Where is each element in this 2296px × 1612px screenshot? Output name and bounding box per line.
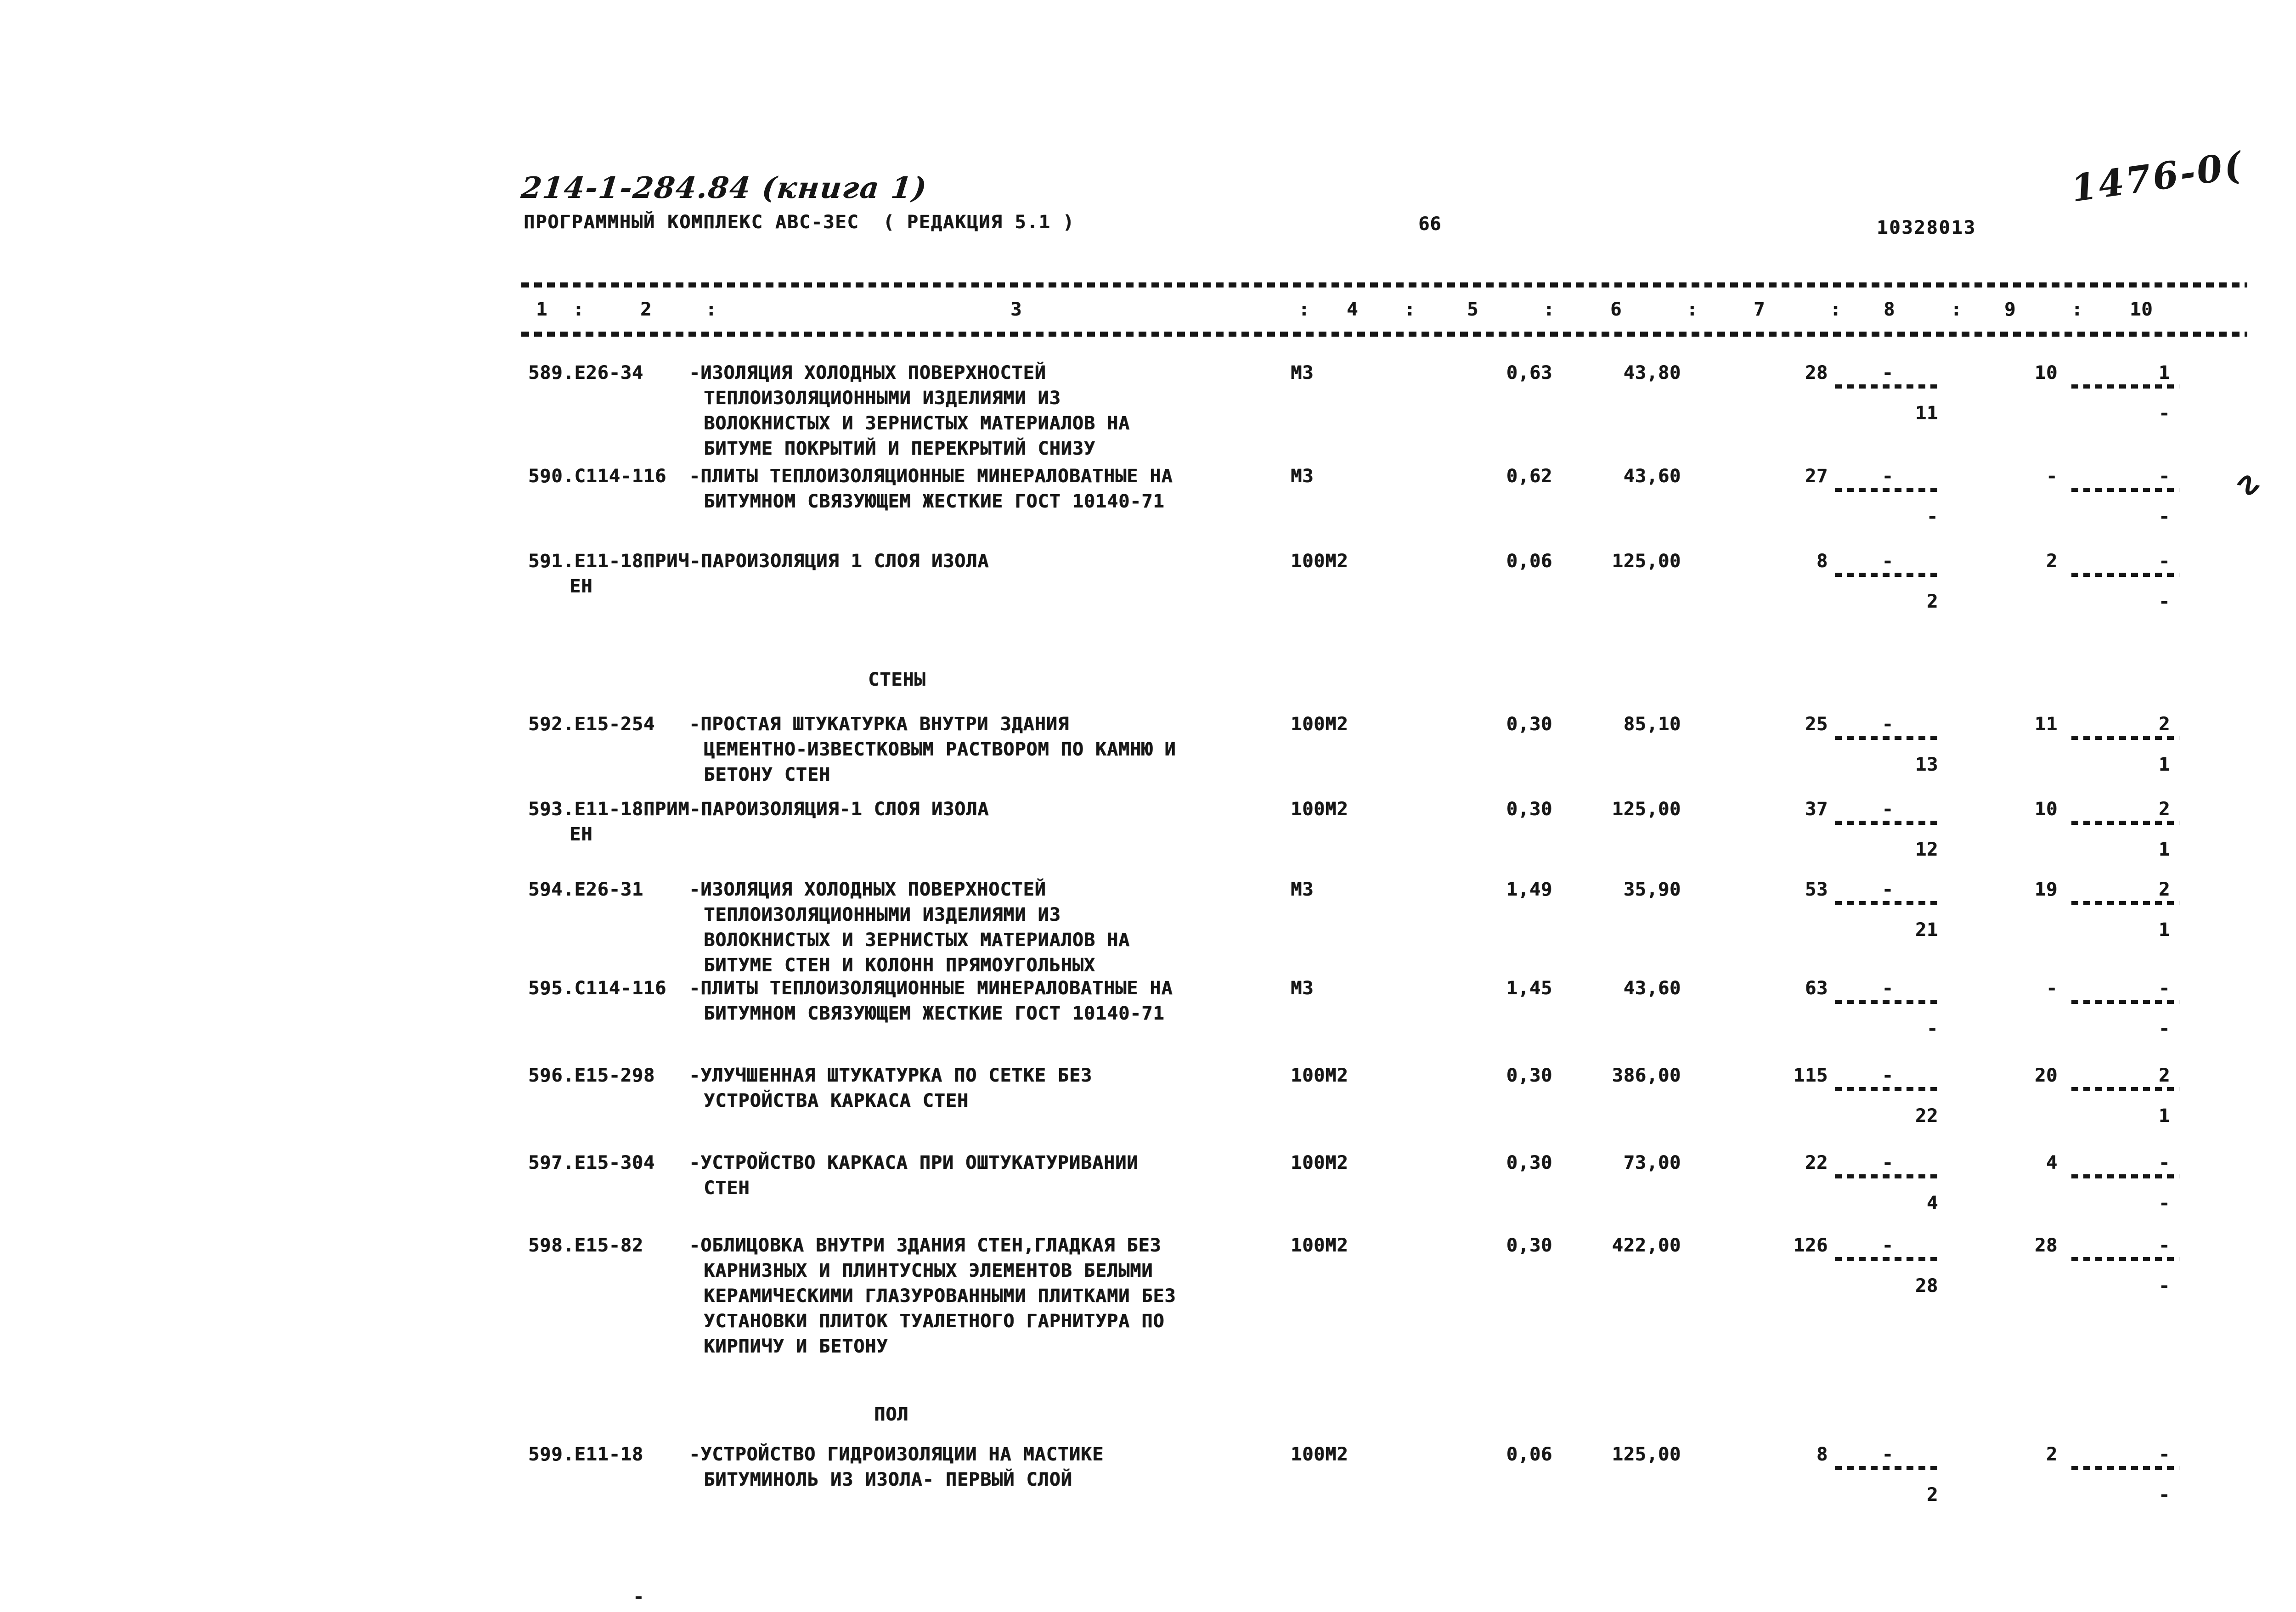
col10-dash-rule (2071, 384, 2179, 389)
col10-sub-marker: - (2158, 591, 2170, 612)
col10-marker: - (2158, 978, 2170, 999)
row-description-line: БИТУМНОМ СВЯЗУЮЩЕМ ЖЕСТКИЕ ГОСТ 10140-71 (704, 491, 1165, 512)
col8-dash-rule (1835, 736, 1941, 740)
row-code: 589.Е26-34 (528, 362, 643, 383)
row-unit: М3 (1291, 466, 1314, 487)
row-norm-code: ЕН (570, 824, 593, 845)
col10-sub-marker: - (2158, 403, 2170, 424)
col8-marker: - (1882, 714, 1894, 735)
col10-sub-value: 1 (2158, 1105, 2170, 1127)
col10-sub-value: 1 (2158, 754, 2170, 775)
col9-value: 20 (2034, 1065, 2058, 1086)
row-code: 595.С114-116 (528, 978, 666, 999)
row-quantity: 1,45 (1506, 978, 1552, 999)
col10-dash-rule (2071, 1000, 2179, 1004)
col8-marker: - (1882, 1065, 1894, 1086)
row-description-line: ТЕПЛОИЗОЛЯЦИОННЫМИ ИЗДЕЛИЯМИ ИЗ (704, 388, 1061, 409)
row-code-and-description: 591.Е11-18ПРИЧ-ПАРОИЗОЛЯЦИЯ 1 СЛОЯ ИЗОЛА (528, 551, 989, 572)
col9-value: 10 (2034, 799, 2058, 820)
row-description-line: -ПЛИТЫ ТЕПЛОИЗОЛЯЦИОННЫЕ МИНЕРАЛОВАТНЫЕ НА (689, 466, 1173, 487)
col7-value: 8 (1816, 551, 1828, 572)
row-description-line: БИТУМЕ СТЕН И КОЛОНН ПРЯМОУГОЛЬНЫХ (704, 955, 1095, 976)
table-header-bottom-rule (521, 332, 2247, 337)
col7-value: 22 (1805, 1152, 1828, 1173)
row-code: 596.Е15-298 (528, 1065, 655, 1086)
col10-sub-value: 1 (2158, 839, 2170, 860)
row-description-line: -ОБЛИЦОВКА ВНУТРИ ЗДАНИЯ СТЕН,ГЛАДКАЯ БЕЗ (689, 1235, 1162, 1256)
row-description-line: КЕРАМИЧЕСКИМИ ГЛАЗУРОВАННЫМИ ПЛИТКАМИ БЕЗ (704, 1285, 1176, 1307)
row-unit: 100М2 (1291, 1235, 1348, 1256)
row-price: 422,00 (1612, 1235, 1681, 1256)
row-price: 43,80 (1623, 362, 1681, 383)
col8-sub-marker: - (1926, 506, 1938, 527)
handwritten-squiggle-mark: ∿ (2228, 461, 2264, 506)
row-description-line: -УЛУЧШЕННАЯ ШТУКАТУРКА ПО СЕТКЕ БЕЗ (689, 1065, 1092, 1086)
section-header: СТЕНЫ (868, 669, 926, 690)
col9-value: 11 (2034, 714, 2058, 735)
row-price: 125,00 (1612, 1444, 1681, 1465)
row-quantity: 0,62 (1506, 466, 1552, 487)
col10-dash-rule (2071, 736, 2179, 740)
row-description-line: -ПЛИТЫ ТЕПЛОИЗОЛЯЦИОННЫЕ МИНЕРАЛОВАТНЫЕ НА (689, 978, 1173, 999)
row-description-line: БИТУМЕ ПОКРЫТИЙ И ПЕРЕКРЫТИЙ СНИЗУ (704, 438, 1095, 459)
row-description-line: -ИЗОЛЯЦИЯ ХОЛОДНЫХ ПОВЕРХНОСТЕЙ (689, 362, 1046, 383)
row-unit: М3 (1291, 879, 1314, 900)
column-header-6: 6 (1610, 299, 1622, 320)
row-description-line: БИТУМНОМ СВЯЗУЮЩЕМ ЖЕСТКИЕ ГОСТ 10140-71 (704, 1003, 1165, 1024)
row-description-line: ЦЕМЕНТНО-ИЗВЕСТКОВЫМ РАСТВОРОМ ПО КАМНЮ И (704, 739, 1176, 760)
column-header-4: 4 (1347, 299, 1359, 320)
col7-value: 25 (1805, 714, 1828, 735)
column-header-7: 7 (1754, 299, 1766, 320)
col7-value: 63 (1805, 978, 1828, 999)
col8-dash-rule (1835, 901, 1941, 905)
col9-value: 10 (2034, 362, 2058, 383)
row-unit: 100М2 (1291, 799, 1348, 820)
col8-dash-rule (1835, 1257, 1941, 1261)
col7-value: 115 (1793, 1065, 1828, 1086)
col10-value: 2 (2158, 799, 2170, 820)
row-price: 125,00 (1612, 799, 1681, 820)
row-code: 590.С114-116 (528, 466, 666, 487)
handwritten-doc-number: 214-1-284.84 (книга 1) (519, 171, 929, 205)
row-price: 43,60 (1623, 466, 1681, 487)
row-quantity: 0,06 (1506, 1444, 1552, 1465)
column-header-10: 10 (2130, 299, 2153, 320)
row-quantity: 1,49 (1506, 879, 1552, 900)
table-top-rule (521, 282, 2247, 287)
col8-dash-rule (1835, 821, 1941, 825)
row-price: 85,10 (1623, 714, 1681, 735)
col7-value: 8 (1816, 1444, 1828, 1465)
column-header-separator: : (1830, 299, 1842, 320)
row-code: 597.Е15-304 (528, 1152, 655, 1173)
col10-value: 2 (2158, 714, 2170, 735)
row-description-line: ТЕПЛОИЗОЛЯЦИОННЫМИ ИЗДЕЛИЯМИ ИЗ (704, 904, 1061, 925)
column-header-1: 1 (536, 299, 548, 320)
row-description-line: КИРПИЧУ И БЕТОНУ (704, 1336, 888, 1357)
column-header-5: 5 (1467, 299, 1479, 320)
col8-marker: - (1882, 362, 1894, 383)
col7-value: 126 (1793, 1235, 1828, 1256)
col9-value: 28 (2034, 1235, 2058, 1256)
column-header-separator: : (1543, 299, 1555, 320)
col8-dash-rule (1835, 384, 1941, 389)
col10-sub-marker: - (2158, 1018, 2170, 1039)
col8-marker: - (1882, 799, 1894, 820)
column-header-separator: : (1951, 299, 1963, 320)
column-header-separator: : (573, 299, 585, 320)
col10-marker: - (2158, 1235, 2170, 1256)
col7-value: 27 (1805, 466, 1828, 487)
col9-marker: - (2046, 978, 2058, 999)
col9-marker: - (2046, 466, 2058, 487)
col8-sub-marker: - (1926, 1018, 1938, 1039)
col8-sub-value: 13 (1915, 754, 1938, 775)
col10-sub-marker: - (2158, 1275, 2170, 1296)
row-description-line: БИТУМИНОЛЬ ИЗ ИЗОЛА- ПЕРВЫЙ СЛОЙ (704, 1469, 1072, 1490)
col10-value: 2 (2158, 1065, 2170, 1086)
row-description-line: КАРНИЗНЫХ И ПЛИНТУСНЫХ ЭЛЕМЕНТОВ БЕЛЫМИ (704, 1260, 1153, 1281)
row-description-line: БЕТОНУ СТЕН (704, 764, 830, 785)
col10-dash-rule (2071, 821, 2179, 825)
document-code: 10328013 (1877, 217, 1976, 238)
col8-marker: - (1882, 1152, 1894, 1173)
col8-dash-rule (1835, 1174, 1941, 1178)
column-header-2: 2 (640, 299, 652, 320)
row-code: 592.Е15-254 (528, 714, 655, 735)
row-price: 125,00 (1612, 551, 1681, 572)
row-code: 598.Е15-82 (528, 1235, 643, 1256)
col8-sub-value: 11 (1915, 403, 1938, 424)
col8-dash-rule (1835, 573, 1941, 577)
row-price: 386,00 (1612, 1065, 1681, 1086)
row-quantity: 0,30 (1506, 714, 1552, 735)
col10-marker: - (2158, 551, 2170, 572)
col8-sub-value: 12 (1915, 839, 1938, 860)
col8-sub-value: 28 (1915, 1275, 1938, 1296)
col10-marker: - (2158, 1152, 2170, 1173)
column-header-9: 9 (2004, 299, 2016, 320)
col10-marker: - (2158, 1444, 2170, 1465)
row-unit: 100М2 (1291, 1065, 1348, 1086)
col10-dash-rule (2071, 1257, 2179, 1261)
col10-sub-value: 1 (2158, 919, 2170, 941)
column-header-separator: : (2071, 299, 2083, 320)
row-code: 599.Е11-18 (528, 1444, 643, 1465)
column-header-separator: : (1298, 299, 1310, 320)
row-unit: 100М2 (1291, 1152, 1348, 1173)
col10-dash-rule (2071, 573, 2179, 577)
col10-dash-rule (2071, 1174, 2179, 1178)
row-quantity: 0,63 (1506, 362, 1552, 383)
col10-value: 2 (2158, 879, 2170, 900)
column-header-8: 8 (1884, 299, 1895, 320)
row-price: 35,90 (1623, 879, 1681, 900)
row-quantity: 0,30 (1506, 1065, 1552, 1086)
row-description-line: -ПРОСТАЯ ШТУКАТУРКА ВНУТРИ ЗДАНИЯ (689, 714, 1069, 735)
row-description-line: ВОЛОКНИСТЫХ И ЗЕРНИСТЫХ МАТЕРИАЛОВ НА (704, 413, 1130, 434)
row-quantity: 0,30 (1506, 1235, 1552, 1256)
col9-value: 19 (2034, 879, 2058, 900)
col8-sub-value: 4 (1926, 1193, 1938, 1214)
column-header-separator: : (1687, 299, 1698, 320)
row-unit: 100М2 (1291, 551, 1348, 572)
col8-marker: - (1882, 879, 1894, 900)
program-header-line: ПРОГРАММНЫЙ КОМПЛЕКС АВС-ЗЕС ( РЕДАКЦИЯ 5.1 ) (524, 212, 1075, 233)
col8-sub-value: 2 (1926, 1484, 1938, 1505)
col10-sub-marker: - (2158, 506, 2170, 527)
row-description-line: УСТАНОВКИ ПЛИТОК ТУАЛЕТНОГО ГАРНИТУРА ПО (704, 1311, 1165, 1332)
stray-pen-mark: - (633, 1586, 645, 1607)
row-price: 73,00 (1623, 1152, 1681, 1173)
col7-value: 28 (1805, 362, 1828, 383)
row-quantity: 0,30 (1506, 799, 1552, 820)
col7-value: 37 (1805, 799, 1828, 820)
col9-value: 2 (2046, 1444, 2058, 1465)
row-unit: 100М2 (1291, 1444, 1348, 1465)
col8-dash-rule (1835, 1466, 1941, 1470)
col8-sub-value: 22 (1915, 1105, 1938, 1127)
row-description-line: УСТРОЙСТВА КАРКАСА СТЕН (704, 1090, 969, 1111)
col8-dash-rule (1835, 1000, 1941, 1004)
column-header-separator: : (705, 299, 717, 320)
column-header-3: 3 (1010, 299, 1022, 320)
col10-sub-marker: - (2158, 1193, 2170, 1214)
col8-marker: - (1882, 1444, 1894, 1465)
col8-marker: - (1882, 1235, 1894, 1256)
row-description-line: -ИЗОЛЯЦИЯ ХОЛОДНЫХ ПОВЕРХНОСТЕЙ (689, 879, 1046, 900)
col10-dash-rule (2071, 1466, 2179, 1470)
col10-marker: - (2158, 466, 2170, 487)
row-description-line: ВОЛОКНИСТЫХ И ЗЕРНИСТЫХ МАТЕРИАЛОВ НА (704, 930, 1130, 951)
handwritten-corner-number: 1476-0( (2068, 143, 2246, 210)
col8-dash-rule (1835, 488, 1941, 492)
col8-sub-value: 2 (1926, 591, 1938, 612)
row-code: 594.Е26-31 (528, 879, 643, 900)
col7-value: 53 (1805, 879, 1828, 900)
row-code-and-description: 593.Е11-18ПРИМ-ПАРОИЗОЛЯЦИЯ-1 СЛОЯ ИЗОЛА (528, 799, 989, 820)
row-unit: 100М2 (1291, 714, 1348, 735)
row-description-line: -УСТРОЙСТВО КАРКАСА ПРИ ОШТУКАТУРИВАНИИ (689, 1152, 1139, 1173)
col10-dash-rule (2071, 901, 2179, 905)
col10-sub-marker: - (2158, 1484, 2170, 1505)
col8-dash-rule (1835, 1087, 1941, 1091)
row-description-line: СТЕН (704, 1178, 750, 1199)
row-quantity: 0,30 (1506, 1152, 1552, 1173)
row-description-line: -УСТРОЙСТВО ГИДРОИЗОЛЯЦИИ НА МАСТИКЕ (689, 1444, 1104, 1465)
section-header: ПОЛ (874, 1404, 909, 1425)
row-unit: М3 (1291, 978, 1314, 999)
column-header-separator: : (1404, 299, 1416, 320)
col10-dash-rule (2071, 1087, 2179, 1091)
col9-value: 2 (2046, 551, 2058, 572)
col8-marker: - (1882, 978, 1894, 999)
row-unit: М3 (1291, 362, 1314, 383)
col10-dash-rule (2071, 488, 2179, 492)
row-price: 43,60 (1623, 978, 1681, 999)
row-quantity: 0,06 (1506, 551, 1552, 572)
col10-value: 1 (2158, 362, 2170, 383)
col8-sub-value: 21 (1915, 919, 1938, 941)
col8-marker: - (1882, 466, 1894, 487)
page-number: 66 (1418, 214, 1442, 235)
col9-value: 4 (2046, 1152, 2058, 1173)
row-norm-code: ЕН (570, 576, 593, 597)
col8-marker: - (1882, 551, 1894, 572)
